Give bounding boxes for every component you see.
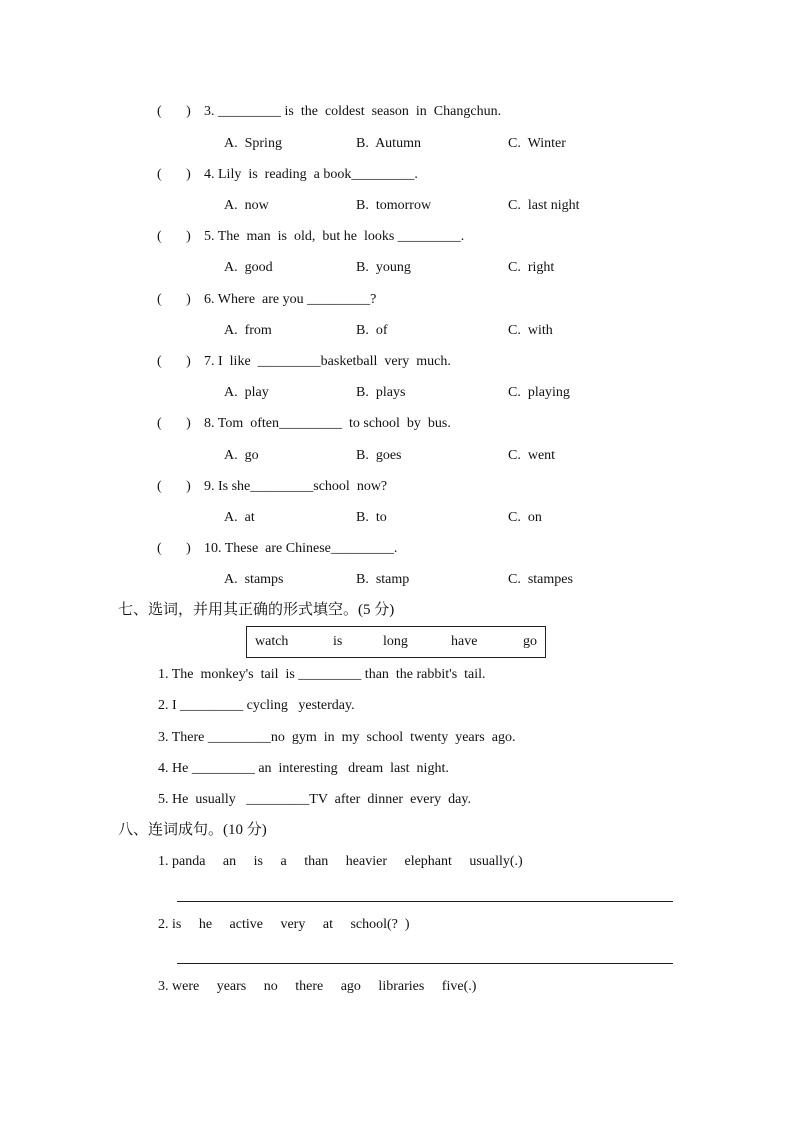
word-bank-word: is (333, 634, 343, 649)
option-b: B. plays (356, 385, 406, 400)
option-a: A. from (224, 323, 272, 338)
word-bank-box (246, 626, 546, 658)
option-c: C. right (508, 260, 555, 275)
option-a: A. stamps (224, 572, 284, 587)
answer-paren: ( ) (157, 416, 191, 431)
option-b: B. goes (356, 448, 402, 463)
answer-paren: ( ) (157, 354, 191, 369)
fill-item: 3. There _________no gym in my school twenty years ago. (158, 730, 516, 745)
word-bank-word: have (451, 634, 478, 649)
option-c: C. on (508, 510, 542, 525)
option-c: C. playing (508, 385, 570, 400)
option-b: B. Autumn (356, 136, 421, 151)
section-title: 八、连词成句。(10 分) (118, 822, 267, 838)
question-text: 4. Lily is reading a book_________. (204, 167, 418, 182)
option-a: A. play (224, 385, 269, 400)
answer-paren: ( ) (157, 229, 191, 244)
option-c: C. Winter (508, 136, 566, 151)
question-text: 7. I like _________basketball very much. (204, 354, 451, 369)
reorder-item: 1. panda an is a than heavier elephant usually(.) (158, 854, 523, 869)
reorder-item: 3. were years no there ago libraries five(.) (158, 979, 477, 994)
option-c: C. went (508, 448, 556, 463)
fill-item: 1. The monkey's tail is _________ than the rabbit's tail. (158, 667, 486, 682)
word-bank-word: go (523, 634, 537, 649)
question-text: 8. Tom often_________ to school by bus. (204, 416, 451, 431)
section-title: 七、选词，并用其正确的形式填空。(5 分) (118, 602, 395, 618)
option-c: C. stampes (508, 572, 573, 587)
question-text: 6. Where are you _________? (204, 292, 377, 307)
word-bank-word: long (383, 634, 408, 649)
option-b: B. young (356, 260, 411, 275)
option-b: B. to (356, 510, 387, 525)
option-a: A. now (224, 198, 269, 213)
question-text: 9. Is she_________school now? (204, 479, 388, 494)
option-a: A. go (224, 448, 259, 463)
question-text: 3. _________ is the coldest season in Changchun. (204, 104, 502, 119)
answer-paren: ( ) (157, 167, 191, 182)
answer-line[interactable] (177, 963, 673, 964)
question-text: 5. The man is old, but he looks _________. (204, 229, 465, 244)
option-a: A. at (224, 510, 255, 525)
word-bank-word: watch (255, 634, 289, 649)
answer-line[interactable] (177, 901, 673, 902)
option-b: B. tomorrow (356, 198, 432, 213)
question-text: 10. These are Chinese_________. (204, 541, 398, 556)
fill-item: 5. He usually _________TV after dinner every day. (158, 792, 471, 807)
answer-paren: ( ) (157, 104, 191, 119)
reorder-item: 2. is he active very at school(? ) (158, 917, 410, 932)
option-a: A. Spring (224, 136, 282, 151)
option-c: C. last night (508, 198, 580, 213)
fill-item: 4. He _________ an interesting dream last night. (158, 761, 449, 776)
option-c: C. with (508, 323, 553, 338)
fill-item: 2. I _________ cycling yesterday. (158, 698, 355, 713)
option-b: B. stamp (356, 572, 410, 587)
answer-paren: ( ) (157, 479, 191, 494)
option-b: B. of (356, 323, 388, 338)
answer-paren: ( ) (157, 292, 191, 307)
option-a: A. good (224, 260, 273, 275)
answer-paren: ( ) (157, 541, 191, 556)
